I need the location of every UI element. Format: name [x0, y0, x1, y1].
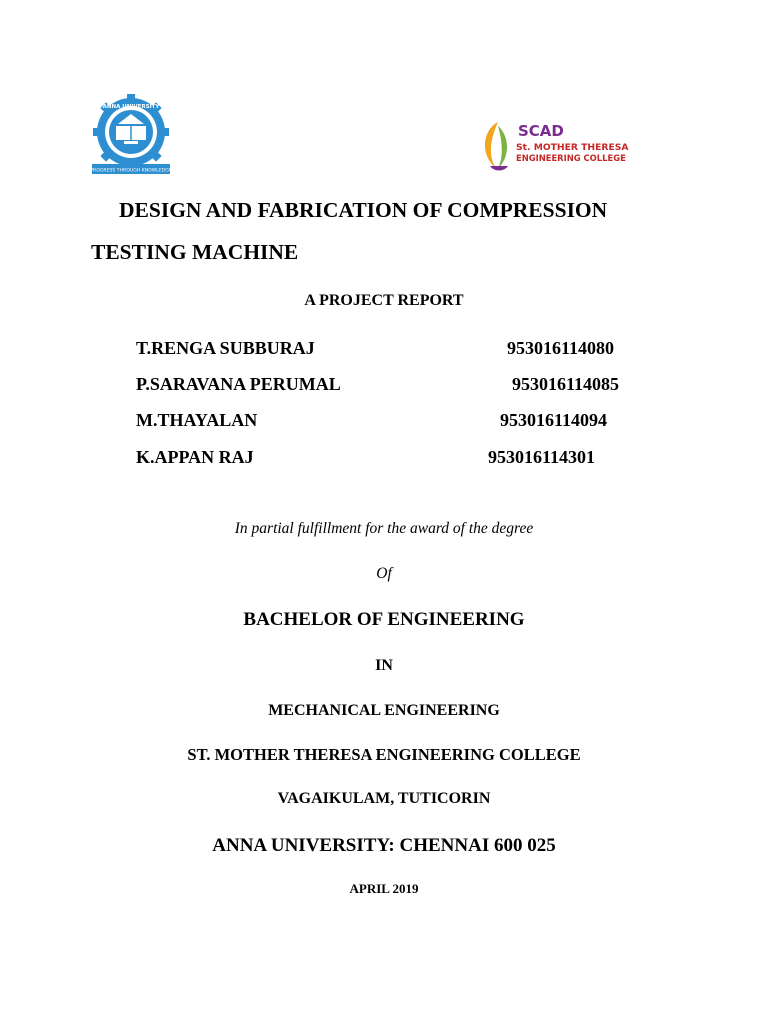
student-name: P.SARAVANA PERUMAL — [136, 374, 341, 394]
university-name: ANNA UNIVERSITY: CHENNAI 600 025 — [212, 835, 556, 856]
scad-brand-text: SCAD — [518, 122, 564, 140]
in-text: IN — [375, 657, 393, 674]
degree-name: BACHELOR OF ENGINEERING — [243, 609, 525, 630]
anna-logo-motto: PROGRESS THROUGH KNOWLEDGE — [90, 168, 172, 174]
college-location: VAGAIKULAM, TUTICORIN — [277, 790, 491, 807]
report-title-line2: TESTING MACHINE — [91, 240, 299, 264]
student-name: T.RENGA SUBBURAJ — [136, 338, 315, 358]
report-date: APRIL 2019 — [349, 881, 419, 896]
college-name: ST. MOTHER THERESA ENGINEERING COLLEGE — [187, 745, 581, 764]
scad-line2-text: ENGINEERING COLLEGE — [516, 153, 626, 163]
student-reg-no: 953016114085 — [512, 374, 620, 394]
student-name: K.APPAN RAJ — [136, 447, 254, 467]
student-reg-no: 953016114080 — [507, 338, 615, 358]
anna-university-logo — [88, 94, 174, 176]
fulfillment-statement: In partial fulfillment for the award of the degree — [234, 520, 534, 537]
student-name: M.THAYALAN — [136, 410, 258, 430]
scad-logo — [478, 116, 629, 176]
of-text: Of — [376, 565, 392, 582]
report-title-line1: DESIGN AND FABRICATION OF COMPRESSION — [119, 198, 608, 222]
report-type: A PROJECT REPORT — [304, 292, 464, 309]
anna-logo-text: ANNA UNIVERSITY — [102, 104, 160, 110]
scad-line1-text: St. MOTHER THERESA — [516, 142, 629, 153]
student-reg-no: 953016114094 — [500, 410, 608, 430]
department-name: MECHANICAL ENGINEERING — [268, 702, 500, 719]
student-reg-no: 953016114301 — [488, 447, 596, 467]
